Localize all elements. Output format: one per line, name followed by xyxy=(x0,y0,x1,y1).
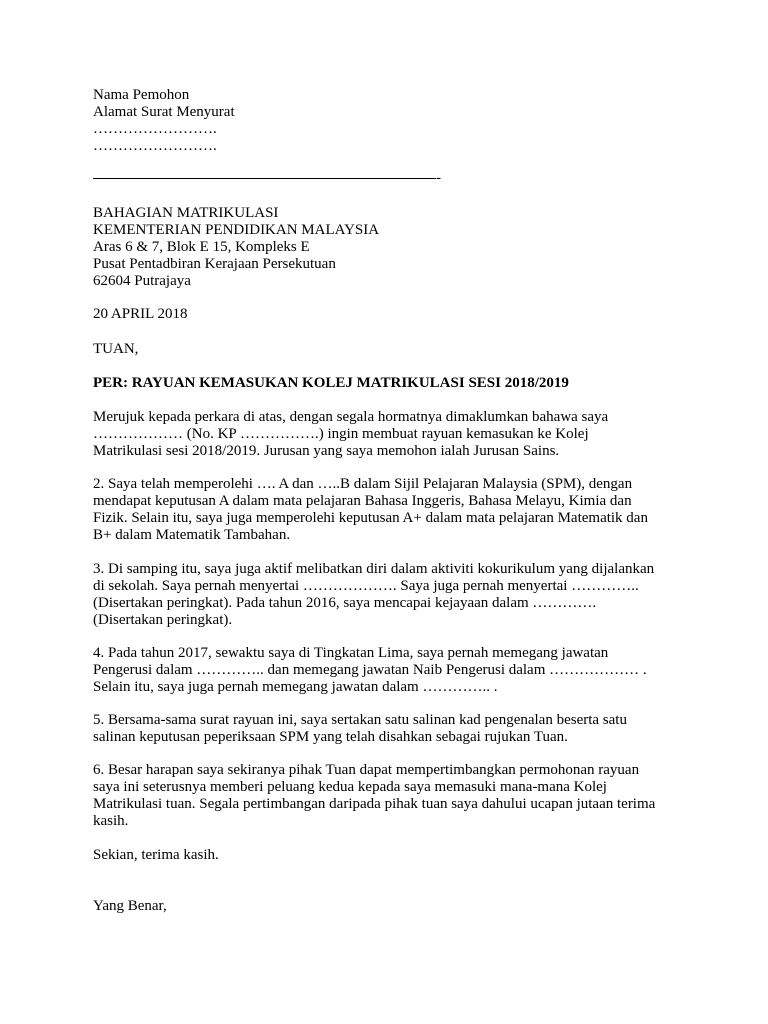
signoff xyxy=(93,898,693,915)
sender-name: Nama Pemohon xyxy=(93,87,190,103)
sender-address-label: Alamat Surat Menyurat xyxy=(93,104,235,120)
subject-line xyxy=(93,375,693,392)
divider-tail: - xyxy=(436,170,441,186)
paragraph-line: Selain itu, saya juga pernah memegang jawatan dalam ………….. . xyxy=(93,679,498,695)
recipient-block xyxy=(93,205,693,290)
paragraph-5 xyxy=(93,712,693,746)
recipient-line: KEMENTERIAN PENDIDIKAN MALAYSIA xyxy=(93,222,380,238)
paragraph-line: 3. Di samping itu, saya juga aktif melibatkan diri dalam aktiviti kokurikulum yang dijalankan xyxy=(93,561,655,577)
signoff-text: Yang Benar, xyxy=(93,898,167,914)
sender-address-line: ……………………. xyxy=(93,121,217,137)
paragraph-line: salinan keputusan peperiksaan SPM yang telah disahkan sebagai rujukan Tuan. xyxy=(93,729,568,745)
recipient-line: Aras 6 & 7, Blok E 15, Kompleks E xyxy=(93,239,310,255)
paragraph-2 xyxy=(93,476,693,544)
paragraph-line: Fizik. Selain itu, saya juga memperolehi keputusan A+ dalam mata pelajaran Matematik dan xyxy=(93,510,648,526)
paragraph-3 xyxy=(93,561,693,629)
paragraph-line: Matrikulasi tuan. Segala pertimbangan daripada pihak tuan saya dahului ucapan jutaan terima xyxy=(93,796,656,812)
paragraph-6 xyxy=(93,762,693,830)
paragraph-line: 5. Bersama-sama surat rayuan ini, saya sertakan satu salinan kad pengenalan beserta satu xyxy=(93,712,627,728)
paragraph-line: Merujuk kepada perkara di atas, dengan segala hormatnya dimaklumkan bahawa saya xyxy=(93,409,609,425)
paragraph-line: mendapat keputusan A dalam mata pelajaran Bahasa Inggeris, Bahasa Melayu, Kimia dan xyxy=(93,493,632,509)
salutation-text: TUAN, xyxy=(93,341,139,357)
paragraph-line: B+ dalam Matematik Tambahan. xyxy=(93,527,291,543)
subject-text: PER: RAYUAN KEMASUKAN KOLEJ MATRIKULASI SESI 2018/2019 xyxy=(93,375,569,391)
paragraph-line: Matrikulasi sesi 2018/2019. Jurusan yang saya memohon ialah Jurusan Sains. xyxy=(93,443,560,459)
sender-address-line: ……………………. xyxy=(93,138,217,154)
divider-line xyxy=(93,178,436,179)
recipient-line: 62604 Putrajaya xyxy=(93,273,191,289)
paragraph-line: (Disertakan peringkat). Pada tahun 2016, saya mencapai kejayaan dalam …………. xyxy=(93,595,597,611)
paragraph-1 xyxy=(93,409,693,460)
paragraph-line: (Disertakan peringkat). xyxy=(93,612,233,628)
date-text: 20 APRIL 2018 xyxy=(93,306,188,322)
paragraph-line: di sekolah. Saya pernah menyertai ………………. Saya juga pernah menyertai ………….. xyxy=(93,578,639,594)
closing-text: Sekian, terima kasih. xyxy=(93,847,219,863)
paragraph-line: 4. Pada tahun 2017, sewaktu saya di Tingkatan Lima, saya pernah memegang jawatan xyxy=(93,645,609,661)
paragraph-line: kasih. xyxy=(93,813,129,829)
salutation xyxy=(93,341,693,358)
paragraph-line: 6. Besar harapan saya sekiranya pihak Tuan dapat mempertimbangkan permohonan rayuan xyxy=(93,762,640,778)
paragraph-line: 2. Saya telah memperolehi …. A dan …..B dalam Sijil Pelajaran Malaysia (SPM), dengan xyxy=(93,476,633,492)
closing xyxy=(93,847,693,864)
recipient-line: BAHAGIAN MATRIKULASI xyxy=(93,205,279,221)
paragraph-line: saya ini seterusnya memberi peluang kedua kepada saya memasuki mana-mana Kolej xyxy=(93,779,607,795)
recipient-line: Pusat Pentadbiran Kerajaan Persekutuan xyxy=(93,256,336,272)
paragraph-line: Pengerusi dalam ………….. dan memegang jawatan Naib Pengerusi dalam ……………… . xyxy=(93,662,647,678)
paragraph-line: ……………… (No. KP …………….) ingin membuat rayuan kemasukan ke Kolej xyxy=(93,426,589,442)
sender-block xyxy=(93,87,693,155)
letter-date xyxy=(93,306,693,323)
paragraph-4 xyxy=(93,645,693,696)
